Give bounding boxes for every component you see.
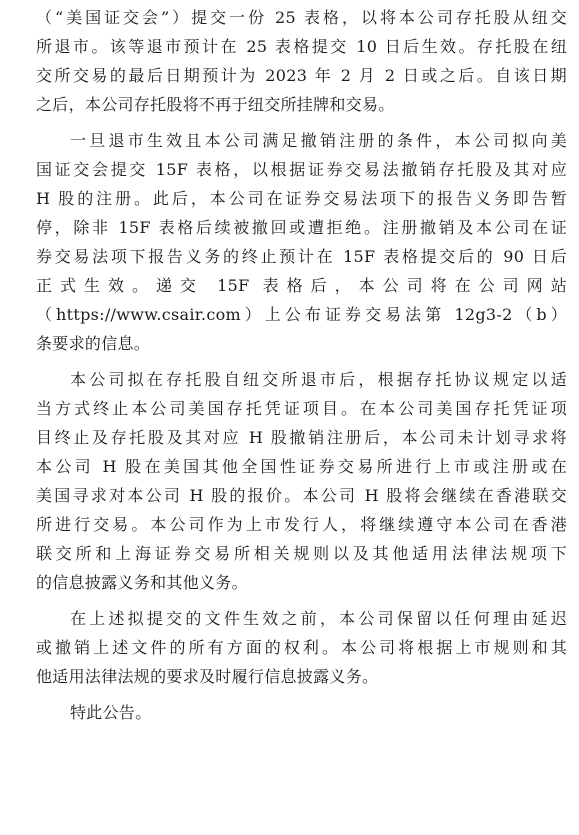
paragraph-4 <box>36 604 567 691</box>
text-line: 当方式终止本公司美国存托凭证项目。在本公司美国存托凭证项 <box>36 399 567 418</box>
text-line: 国证交会提交 15F 表格，以根据证券交易法撤销存托股及其对应 <box>36 160 567 179</box>
text-line: 停，除非 15F 表格后续被撤回或遭拒绝。注册撤销及本公司在证 <box>36 218 567 237</box>
text-line: 一旦退市生效且本公司满足撤销注册的条件，本公司拟向美 <box>70 131 567 150</box>
paragraph-2 <box>36 126 567 358</box>
text-line: 目终止及存托股及其对应 H 股撤销注册后，本公司未计划寻求将 <box>36 428 567 447</box>
text-line: 本公司拟在存托股自纽交所退市后，根据存托协议规定以适 <box>70 370 567 389</box>
text-line: 在上述拟提交的文件生效之前，本公司保留以任何理由延迟 <box>70 609 567 628</box>
text-line: 美国寻求对本公司 H 股的报价。本公司 H 股将会继续在香港联交 <box>36 486 567 505</box>
closing-statement: 特此公告。 <box>70 703 152 722</box>
text-line: 条要求的信息。 <box>36 334 151 353</box>
text-line: （https://www.csair.com）上公布证券交易法第 12g3-2（b） <box>36 305 567 324</box>
paragraph-1 <box>36 3 567 119</box>
text-line: 正式生效。递交 15F 表格后，本公司将在公司网站 <box>36 276 567 295</box>
text-line: 交所交易的最后日期预计为 2023 年 2 月 2 日或之后。自该日期 <box>36 66 567 85</box>
text-line: 的信息披露义务和其他义务。 <box>36 573 248 592</box>
text-line: 联交所和上海证券交易所相关规则以及其他适用法律法规项下 <box>36 544 567 563</box>
text-line: 所退市。该等退市预计在 25 表格提交 10 日后生效。存托股在纽 <box>36 37 567 56</box>
paragraph-3 <box>36 365 567 597</box>
text-line: 他适用法律法规的要求及时履行信息披露义务。 <box>36 667 379 686</box>
text-line: （“美国证交会”）提交一份 25 表格，以将本公司存托股从纽交 <box>36 8 567 27</box>
text-line: 本公司 H 股在美国其他全国性证券交易所进行上市或注册或在 <box>36 457 567 476</box>
text-line: H 股的注册。此后，本公司在证券交易法项下的报告义务即告暂 <box>36 189 567 208</box>
text-line: 所进行交易。本公司作为上市发行人，将继续遵守本公司在香港 <box>36 515 567 534</box>
text-line: 券交易法项下报告义务的终止预计在 15F 表格提交后的 90 日后 <box>36 247 567 266</box>
text-line: 或撤销上述文件的所有方面的权利。本公司将根据上市规则和其 <box>36 638 567 657</box>
text-line: 之后，本公司存托股将不再于纽交所挂牌和交易。 <box>36 95 395 114</box>
